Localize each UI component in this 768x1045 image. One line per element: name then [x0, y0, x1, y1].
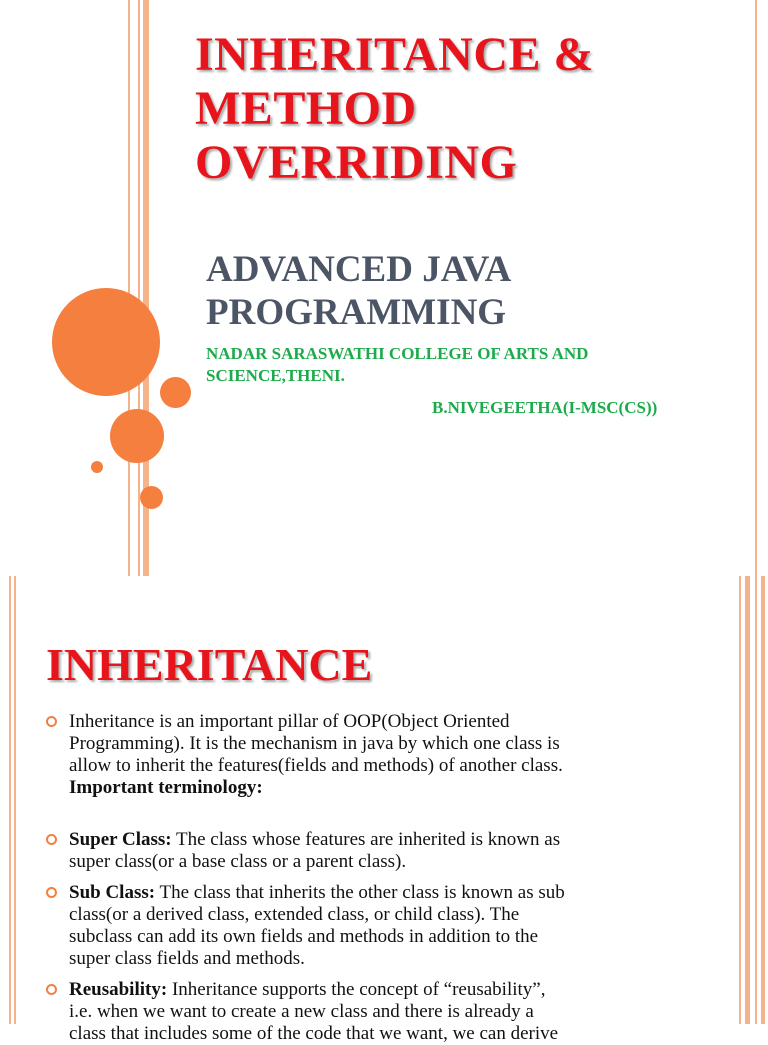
college-line: NADAR SARASWATHI COLLEGE OF ARTS AND: [206, 344, 589, 363]
title-line: INHERITANCE &: [195, 28, 594, 81]
list-item: [46, 829, 646, 873]
bullet-circle-icon: [46, 834, 57, 845]
content-slide: [0, 576, 768, 1044]
bullet-term: Super Class:: [69, 829, 172, 850]
bullet-line: subclass can add its own fields and methods in addition to the: [69, 926, 539, 947]
bullet-circle-icon: [46, 984, 57, 995]
vertical-rule: [128, 0, 130, 576]
slide-subtitle: [206, 248, 511, 334]
bullet-term: Reusability:: [69, 979, 168, 1000]
bullet-circle-icon: [46, 716, 57, 727]
bullet-line: Inheritance is an important pillar of OOP(Object Oriented: [69, 711, 510, 732]
decorative-circle: [160, 377, 191, 408]
title-line: OVERRIDING: [195, 136, 518, 189]
list-item: [46, 979, 646, 1045]
vertical-rule: [739, 576, 741, 1024]
bullet-line: i.e. when we want to create a new class and there is already a: [69, 1001, 534, 1022]
bullet-term: Sub Class:: [69, 882, 156, 903]
slide-title: INHERITANCE: [46, 639, 373, 690]
decorative-circle: [52, 288, 160, 396]
bullet-list: [46, 711, 646, 1045]
college-name: [206, 343, 588, 387]
bullet-line: Inheritance supports the concept of “reusability”,: [167, 979, 546, 1000]
subtitle-line: ADVANCED JAVA: [206, 249, 512, 290]
slide-title: [195, 28, 594, 190]
decorative-circle: [110, 409, 164, 463]
bullet-line: class that includes some of the code that we want, we can derive: [69, 1023, 559, 1044]
list-item: [46, 711, 646, 799]
list-item: [46, 882, 646, 970]
subtitle-line: PROGRAMMING: [206, 292, 507, 333]
vertical-rule: [761, 576, 765, 1024]
college-line: SCIENCE,THENI.: [206, 366, 345, 385]
vertical-rule: [138, 0, 140, 576]
vertical-rule: [755, 576, 757, 1024]
bullet-line: class(or a derived class, extended class, or child class). The: [69, 904, 520, 925]
vertical-rule: [755, 0, 757, 576]
bullet-line: The class whose features are inherited is known as: [171, 829, 561, 850]
vertical-rule: [9, 576, 11, 1024]
bullet-line: The class that inherits the other class is known as sub: [155, 882, 565, 903]
author-name: B.NIVEGEETHA(I-MSC(CS)): [432, 398, 658, 417]
decorative-circle: [140, 486, 163, 509]
bullet-circle-icon: [46, 887, 57, 898]
bullet-line: allow to inherit the features(fields and methods) of another class.: [69, 755, 563, 776]
title-line: METHOD: [195, 82, 417, 135]
bullet-line: super class fields and methods.: [69, 948, 305, 969]
bullet-line: Programming). It is the mechanism in java by which one class is: [69, 733, 560, 754]
decorative-circle: [91, 461, 103, 473]
terminology-heading: Important terminology:: [69, 777, 263, 798]
bullet-line: super class(or a base class or a parent class).: [69, 851, 407, 872]
vertical-rule: [14, 576, 16, 1024]
vertical-rule: [745, 576, 750, 1024]
